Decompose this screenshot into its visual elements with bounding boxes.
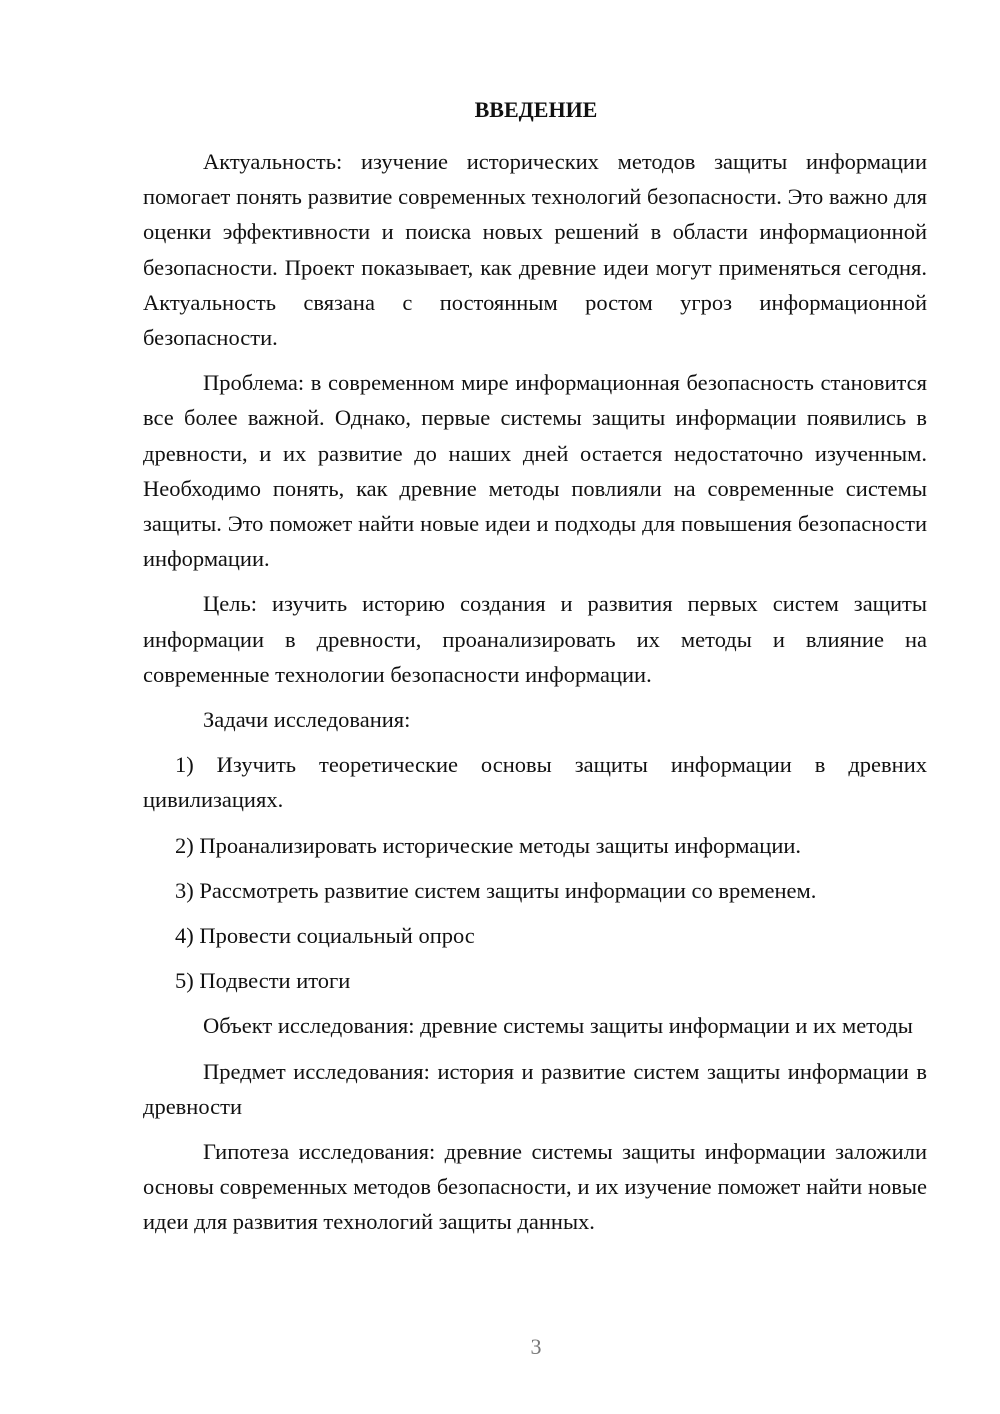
paragraph-tasks-heading: Задачи исследования: bbox=[203, 707, 411, 733]
paragraph-object: Объект исследования: древние системы защиты информации и их методы bbox=[203, 1013, 913, 1039]
task-item: 4) Провести социальный опрос bbox=[175, 923, 475, 949]
page-number: 3 bbox=[530, 1334, 542, 1359]
paragraph-subject: Предмет исследования: история и развитие систем защиты информации в древности bbox=[143, 1058, 927, 1119]
section-title: ВВЕДЕНИЕ bbox=[474, 97, 598, 122]
paragraph-relevance: Актуальность: изучение исторических методов защиты информации помогает понять развитие современных технологий безопасности. Это важно для оценки эффективности и поиска новых решений в области информационной безопасности. Проект показывает, как древние идеи могут применяться сегодня. Актуальность связана с постоянным ростом угроз информационной безопасности. bbox=[143, 149, 927, 351]
task-item: 1) Изучить теоретические основы защиты информации в древних цивилизациях. bbox=[143, 752, 927, 813]
page-content bbox=[143, 92, 927, 1250]
paragraph-problem: Проблема: в современном мире информационная безопасность становится все более важной. Однако, первые системы защиты информации появились в древности, и их развитие до наших дней остается недостаточно изученным. Необходимо понять, как древние методы повлияли на современные системы защиты. Это поможет найти новые идеи и подходы для повышения безопасности информации. bbox=[143, 370, 927, 572]
task-item: 2) Проанализировать исторические методы защиты информации. bbox=[175, 832, 802, 858]
paragraph-goal: Цель: изучить историю создания и развития первых систем защиты информации в древности, проанализировать их методы и влияние на современные технологии безопасности информации. bbox=[143, 591, 927, 687]
paragraph-hypothesis: Гипотеза исследования: древние системы защиты информации заложили основы современных методов безопасности, и их изучение поможет найти новые идеи для развития технологий защиты данных. bbox=[143, 1139, 927, 1235]
task-item: 3) Рассмотреть развитие систем защиты информации со временем. bbox=[175, 877, 817, 903]
task-item: 5) Подвести итоги bbox=[175, 968, 351, 994]
